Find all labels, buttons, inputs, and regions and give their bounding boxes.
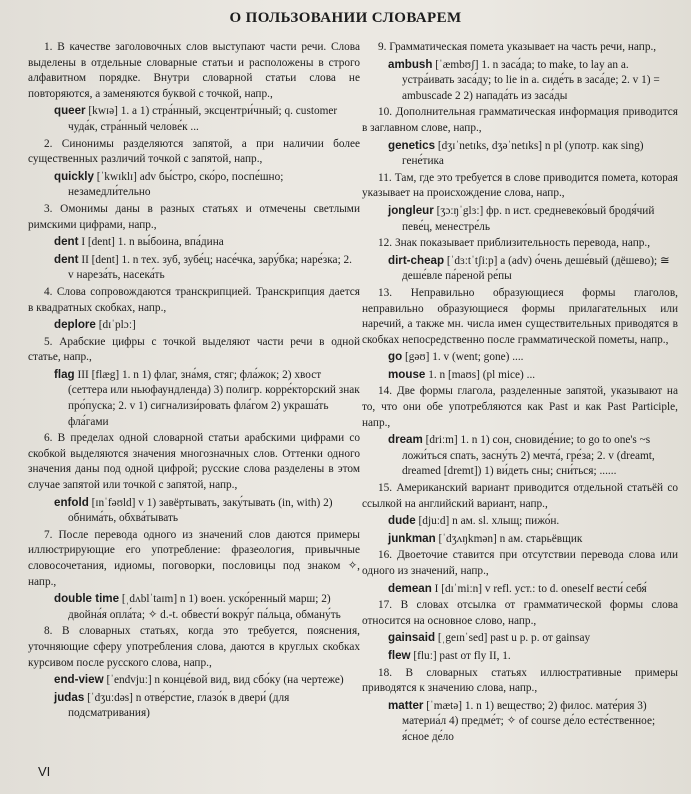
entry-text: [ˈmætə] 1. n 1) вещество; 2) филос. мате́рия 3) материа́л 4) предме́т; ✧ of course де́ло есте́ственное; я́сное де́ло xyxy=(402,699,656,743)
dictionary-entry xyxy=(28,591,360,623)
dictionary-entry xyxy=(28,252,360,284)
entry-text: [gəʊ] 1. v (went; gone) .... xyxy=(405,351,524,364)
dictionary-entry xyxy=(28,495,360,527)
rule-paragraph: 6. В пределах одной словарной статьи арабскими цифрами со скобкой выделяются значения многозначных слов. Оттенки одного значения даны под одной цифрой; русские слова разделены в этом случае запятой или точкой с запятой, напр., xyxy=(28,432,360,492)
dictionary-entry xyxy=(28,103,360,135)
rule-paragraph: 14. Две формы глагола, разделенные запятой, указывают на то, что они обе употребляются как Past и как Past Participle, напр., xyxy=(362,385,678,429)
headword: ambush xyxy=(388,57,433,71)
left-column xyxy=(28,40,360,723)
headword: double time xyxy=(54,592,120,606)
headword: flag xyxy=(54,367,75,381)
headword: genetics xyxy=(388,138,436,152)
rule-paragraph: 15. Американский вариант приводится отдельной статьёй со ссылкой на английский вариант, напр., xyxy=(362,482,678,510)
dictionary-entry xyxy=(362,138,678,170)
headword: demean xyxy=(388,581,432,595)
rule-paragraph: 1. В качестве заголовочных слов выступают части речи. Слова выделены в отдельные словарные статьи и расположены в строго алфавитном порядке. Внутри словарной статьи слова не повторяются, а заменяются буквой с точкой, напр., xyxy=(28,41,360,100)
entry-text: III [flæg] 1. n 1) флаг, зна́мя, стяг; фла́жок; 2) хвост (сеттера или ньюфаундленда) 3) полигр. корре́кторский знак про́пуска; 2. v 1) сигнализи́ровать фла́гом 2) украша́ть фла́гами xyxy=(68,368,360,428)
entry-text: [driːm] 1. n 1) сон, сновиде́ние; to go to one's ~s ложи́ться спать, засну́ть 2) мечта́, гре́за; 2. v (dreamt, dreamed [dremt]) 1) ви́деть сны; сни́ться; ...... xyxy=(402,434,655,478)
rule-paragraph: 5. Арабские цифры с точкой выделяют части речи в одной статье, напр., xyxy=(28,335,360,364)
entry-text: [ˈdʒʌŋkmən] n ам. старьёвщик xyxy=(438,532,583,545)
rule-paragraph: 13. Неправильно образующиеся формы глаголов, неправильно образующиеся формы прилагательных или наречий, а также мн. числа имен существительных приводятся в скобках непосредственно после грамматической пометы, напр., xyxy=(362,286,678,346)
headword: judas xyxy=(54,690,85,704)
entry-text: [ˈendvjuː] n конце́вой вид, вид сбо́ку (на чертеже) xyxy=(106,674,344,687)
headword: junkman xyxy=(388,531,436,545)
entry-text: [ˌdʌblˈtaɪm] n 1) воен. уско́ренный марш; 2) двойна́я опла́та; ✧ d.-t. обвести́ вокру́г па́льца, обману́ть xyxy=(68,593,341,621)
entry-text: [ʒɔːŋˈglɜː] фр. n ист. средневеко́вый бродя́чий певе́ц, менестре́ль xyxy=(402,204,655,233)
headword: dream xyxy=(388,433,423,447)
rule-paragraph: 7. После перевода одного из значений слов даются примеры иллюстрирующие его употребление: фразеология, привычные словосочетания, идиомы, поговорки, пословицы под знаком ✧, напр., xyxy=(28,528,360,588)
entry-text: [dʒɪˈnetɪks, dʒəˈnetɪks] n pl (употр. как sing) гене́тика xyxy=(402,139,644,168)
page-title: О ПОЛЬЗОВАНИИ СЛОВАРЕМ xyxy=(229,10,462,26)
entry-text: [fluː] past от fly II, 1. xyxy=(413,649,511,662)
entry-text: [kwɪə] 1. a 1) стра́нный, эксцентри́чный; q. customer чуда́к, стра́нный челове́к ... xyxy=(68,105,338,133)
rule-paragraph: 16. Двоеточие ставится при отсутствии перевода слова или одного из значений, напр., xyxy=(362,549,678,577)
dictionary-entry xyxy=(28,317,360,334)
dictionary-entry xyxy=(28,234,360,251)
rule-paragraph: 11. Там, где это требуется в слове приводится помета, которая указывает на происхождение слова, напр., xyxy=(362,171,678,200)
rule-paragraph: 18. В словарных статьях иллюстративные примеры приводятся к значению слова, напр., xyxy=(362,666,678,695)
headword: matter xyxy=(388,698,424,712)
rule-paragraph: 12. Знак показывает приблизительность перевода, напр., xyxy=(378,237,651,250)
dictionary-entry xyxy=(28,169,360,201)
entry-text: [ɪnˈfəʊld] v 1) завёртывать, заку́тывать (in, with) 2) обнима́ть, обхва́тывать xyxy=(68,496,333,525)
rule-paragraph: 9. Грамматическая помета указывает на часть речи, напр., xyxy=(378,41,657,53)
headword: dent xyxy=(54,235,79,249)
entry-text: [ˈkwɪklɪ] adv бы́стро, ско́ро, поспе́шно; незамедли́тельно xyxy=(68,170,284,199)
entry-text: I [dent] 1. n вы́боина, впа́дина xyxy=(81,236,224,249)
entry-text: [ˌgeɪnˈsed] past u p. p. от gainsay xyxy=(437,632,591,645)
headword: dude xyxy=(388,514,416,528)
entry-text: [ˈdʒuːdəs] n отве́рстие, глазо́к в двери́ (для подсматривания) xyxy=(68,691,290,720)
dictionary-entry xyxy=(362,531,678,548)
rule-paragraph: 10. Дополнительная грамматическая информация приводится в заглавном слове, напр., xyxy=(362,106,678,134)
dictionary-entry xyxy=(362,432,678,480)
headword: enfold xyxy=(54,495,89,509)
headword: gainsaid xyxy=(388,631,436,645)
entry-text: II [dent] 1. n тех. зуб, зубе́ц; насе́чка, зару́бка; наре́зка; 2. v нареза́ть, насека́ть xyxy=(68,253,353,282)
dictionary-entry xyxy=(362,253,678,285)
dictionary-entry xyxy=(362,698,678,746)
headword: end-view xyxy=(54,673,104,687)
rule-paragraph: 2. Синонимы разделяются запятой, а при наличии более существенных различий точкой с запятой, напр., xyxy=(28,137,360,166)
entry-text: 1. n [maʊs] (pl mice) ... xyxy=(428,368,536,381)
dictionary-entry xyxy=(362,367,678,384)
dictionary-entry xyxy=(362,648,678,665)
dictionary-entry xyxy=(28,367,360,430)
page-number: VI xyxy=(38,764,51,779)
dictionary-entry xyxy=(362,57,678,105)
entry-text: I [dɪˈmiːn] v refl. уст.: to d. oneself вести́ себя́ xyxy=(434,582,647,595)
right-column xyxy=(362,40,678,747)
dictionary-entry xyxy=(362,630,678,647)
headword: dent xyxy=(54,252,79,266)
dictionary-entry xyxy=(362,581,678,598)
headword: jongleur xyxy=(388,203,434,217)
entry-text: [djuːd] n ам. sl. хлыщ; пижо́н. xyxy=(418,515,560,528)
headword: go xyxy=(388,350,403,364)
dictionary-entry xyxy=(28,690,360,722)
headword: dirt-cheap xyxy=(388,253,445,267)
dictionary-entry xyxy=(362,349,678,366)
dictionary-entry xyxy=(28,672,360,689)
dictionary-entry xyxy=(362,203,678,235)
rule-paragraph: 17. В словах отсылка от грамматической формы слова относится на основное слово, напр., xyxy=(362,599,678,627)
rule-paragraph: 4. Слова сопровождаются транскрипцией. Транскрипция дается в квадратных скобках, напр., xyxy=(28,285,360,314)
entry-text: [ˈdɜːtˈtʃiːp] a (adv) о́чень деше́вый (дёшево); ≅ деше́вле па́реной ре́пы xyxy=(402,254,670,283)
rule-paragraph: 3. Омонимы даны в разных статьях и отмечены светлыми римскими цифрами, напр., xyxy=(28,202,360,231)
dictionary-entry xyxy=(362,513,678,530)
headword: mouse xyxy=(388,367,426,381)
headword: deplore xyxy=(54,318,96,332)
headword: quickly xyxy=(54,169,94,183)
entry-text: [ˈæmbʊʃ] 1. n заса́да; to make, to lay an a. устра́ивать заса́ду; to lie in a. сиде́ть в заса́де; 2. v 1) = ambuscade 2 2) напада́ть из заса́ды xyxy=(402,58,660,102)
headword: flew xyxy=(388,648,411,662)
rule-paragraph: 8. В словарных статьях, когда это требуется, пояснения, уточняющие сферу употребления слова, даются в круглых скобках курсивом после русского слова, напр., xyxy=(28,625,360,669)
entry-text: [dɪˈplɔː] xyxy=(98,319,136,332)
headword: queer xyxy=(54,104,86,118)
